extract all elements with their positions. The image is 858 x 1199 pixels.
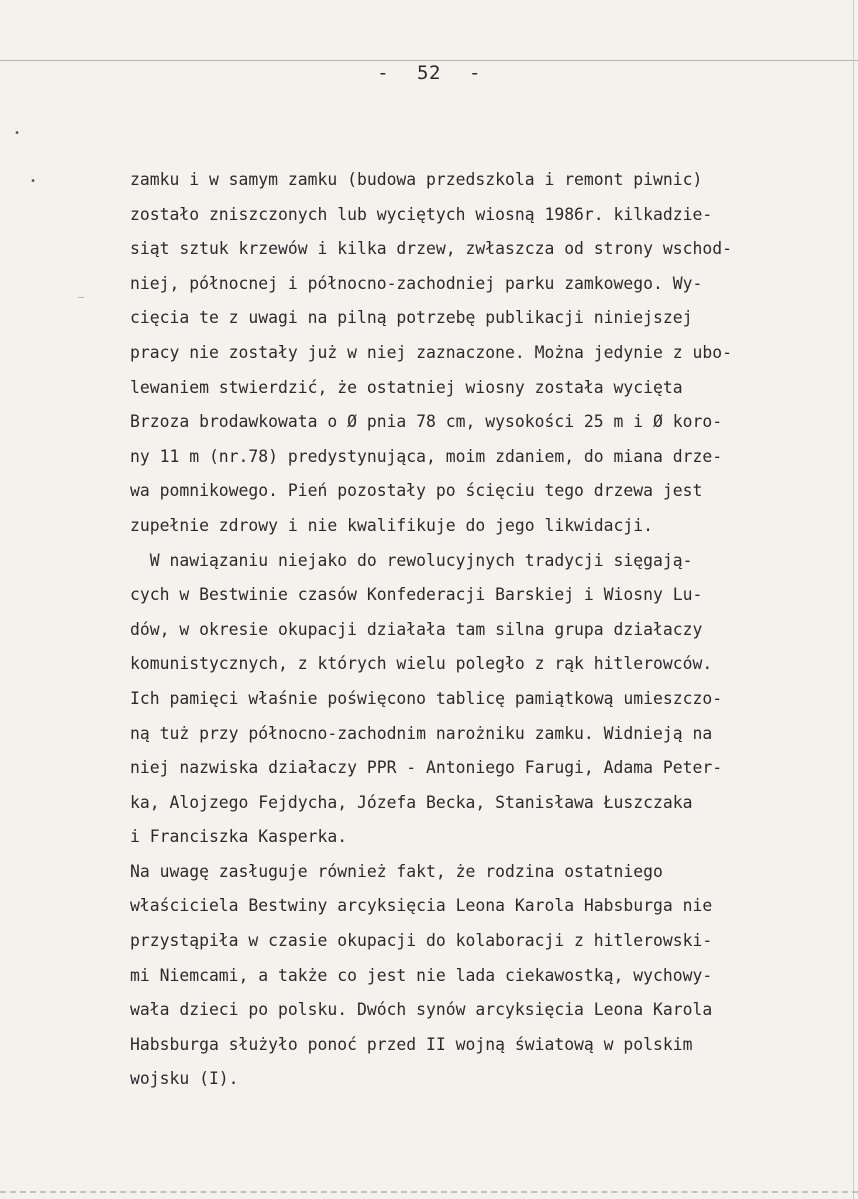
text-line: pracy nie zostały już w niej zaznaczone. Można jedynie z ubo- (130, 342, 732, 362)
page-number-dash-right: - (468, 62, 481, 84)
text-line: Ich pamięci właśnie poświęcono tablicę pamiątkową umieszczo- (130, 688, 723, 708)
text-line: właściciela Bestwiny arcyksięcia Leona Karola Habsburga nie (130, 896, 713, 916)
text-line: i Franciszka Kasperka. (130, 827, 348, 847)
text-line: wojsku (I). (130, 1069, 239, 1089)
text-line: siąt sztuk krzewów i kilka drzew, zwłaszcza od strony wschod- (130, 239, 732, 259)
text-line: zamku i w samym zamku (budowa przedszkola i remont piwnic) (130, 170, 703, 189)
margin-dash-mark: — (78, 292, 85, 303)
text-line: przystąpiła w czasie okupacji do kolaboracji z hitlerowski- (130, 931, 713, 951)
page-number-header (0, 62, 858, 84)
right-page-edge (853, 0, 854, 1199)
top-edge-rule (0, 60, 858, 61)
page-number: 52 (417, 62, 441, 84)
text-line: lewaniem stwierdzić, że ostatniej wiosny została wycięta (130, 377, 683, 397)
text-line: W nawiązaniu niejako do rewolucyjnych tradycji sięgają- (130, 550, 693, 570)
text-line: zostało zniszczonych lub wyciętych wiosną 1986r. kilkadzie- (130, 204, 713, 224)
margin-dot-mark: • (30, 176, 37, 187)
text-line: mi Niemcami, a także co jest nie lada ciekawostką, wychowy- (130, 965, 713, 985)
text-line: niej, północnej i północno-zachodniej parku zamkowego. Wy- (130, 273, 703, 293)
text-line: Habsburga służyło ponoć przed II wojną światową w polskim (130, 1034, 693, 1054)
text-line: wa pomnikowego. Pień pozostały po ścięciu tego drzewa jest (130, 481, 703, 501)
body-text (130, 163, 830, 1097)
text-line: ną tuż przy północno-zachodnim narożniku zamku. Widnieją na (130, 723, 713, 743)
margin-dot-mark: • (14, 128, 21, 139)
text-line: komunistycznych, z których wielu poległo z rąk hitlerowców. (130, 654, 713, 674)
text-line: ka, Alojzego Fejdycha, Józefa Becka, Stanisława Łuszczaka (130, 792, 693, 812)
text-line: Na uwagę zasługuje również fakt, że rodzina ostatniego (130, 861, 663, 881)
text-line: Brzoza brodawkowata o Ø pnia 78 cm, wysokości 25 m i Ø koro- (130, 412, 723, 432)
text-line: dów, w okresie okupacji działała tam silna grupa działaczy (130, 619, 703, 639)
text-line: wała dzieci po polsku. Dwóch synów arcyksięcia Leona Karola (130, 1000, 713, 1020)
text-line: cych w Bestwinie czasów Konfederacji Barskiej i Wiosny Lu- (130, 585, 703, 605)
page-number-dash-left: - (377, 62, 390, 84)
text-line: ny 11 m (nr.78) predystynująca, moim zdaniem, do miana drze- (130, 446, 723, 466)
text-line: cięcia te z uwagi na pilną potrzebę publikacji niniejszej (130, 308, 693, 328)
text-line: zupełnie zdrowy i nie kwalifikuje do jego likwidacji. (130, 515, 654, 535)
text-line: niej nazwiska działaczy PPR - Antoniego Farugi, Adama Peter- (130, 758, 723, 778)
bottom-edge-rule (0, 1191, 858, 1193)
